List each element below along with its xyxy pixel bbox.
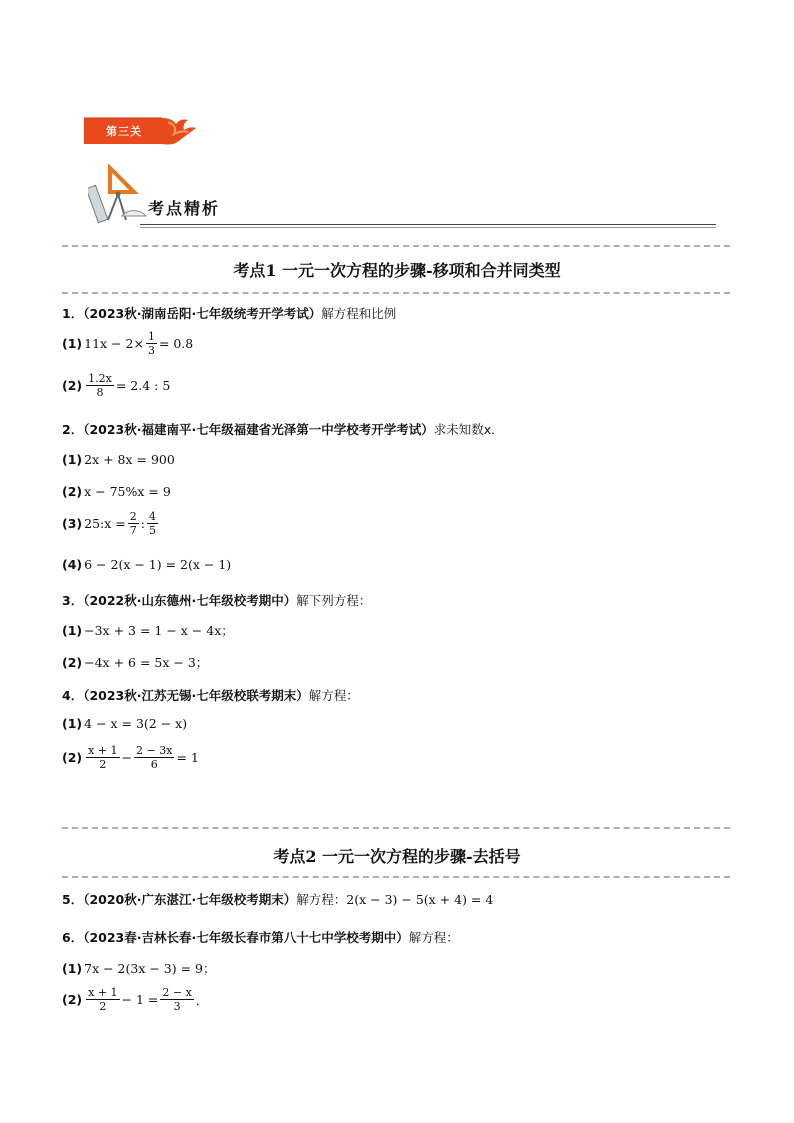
section-rule	[140, 224, 716, 225]
fraction	[86, 744, 119, 771]
equation-text: 7x − 2(3x − 3) = 9；	[84, 961, 216, 976]
equation-text: = 2.4 : 5	[115, 378, 171, 393]
ruler-compass-icon	[88, 164, 148, 224]
numerator: 1.2x	[88, 372, 112, 385]
equation-text: −4x + 6 = 5x − 3；	[84, 655, 209, 670]
denominator: 3	[147, 344, 155, 357]
equation-2-1	[62, 452, 175, 467]
equation-2-2	[62, 484, 171, 499]
question-2	[62, 420, 504, 438]
equation-text: 6 − 2(x − 1) = 2(x − 1)	[84, 557, 232, 572]
equation-6-1	[62, 959, 216, 977]
numerator: x + 1	[88, 744, 118, 757]
numerator: 1	[147, 330, 155, 343]
question-3	[62, 591, 371, 609]
fraction	[147, 510, 158, 537]
denominator: 3	[173, 1000, 181, 1013]
equation-1-1	[62, 330, 193, 357]
fraction	[128, 510, 139, 537]
denominator: 6	[150, 758, 158, 771]
numerator: x + 1	[88, 986, 118, 999]
equation-text: = 0.8	[158, 336, 194, 351]
equation-2-3	[62, 510, 160, 537]
question-source: （2023秋·福建南平·七年级福建省光泽第一中学校考开学考试）	[83, 422, 434, 437]
fraction	[146, 330, 157, 357]
equation-number: (3)	[62, 516, 83, 531]
equation-6-2	[62, 986, 208, 1013]
level-banner	[84, 116, 196, 146]
equation-text: 11x − 2×	[84, 336, 144, 351]
question-5	[62, 890, 493, 908]
denominator: 5	[148, 524, 156, 537]
question-source: （2023春·吉林长春·七年级长春市第八十七中学校考期中）	[83, 930, 409, 945]
section-rule-thin	[140, 227, 716, 228]
fraction	[160, 986, 193, 1013]
question-prompt: 解方程：	[408, 930, 459, 945]
question-number: 6．	[62, 930, 84, 945]
equation-text: = 1	[176, 750, 199, 765]
denominator: 7	[129, 524, 137, 537]
equation-number: (1)	[62, 452, 83, 467]
equation-number: (1)	[62, 622, 83, 638]
equation-text: −3x + 3 = 1 − x − 4x；	[84, 623, 234, 638]
numerator: 2	[129, 510, 137, 523]
fraction	[134, 744, 174, 771]
question-6	[62, 928, 459, 946]
equation-text: x − 75%x = 9	[84, 484, 171, 499]
question-source: （2023秋·湖南岳阳·七年级统考开学考试）	[83, 306, 322, 321]
question-number: 4．	[62, 688, 84, 703]
numerator: 2 − x	[162, 986, 192, 999]
question-prompt: 解下列方程：	[296, 593, 372, 608]
question-4	[62, 686, 359, 704]
denominator: 2	[99, 1000, 107, 1013]
question-prompt: 求未知数x．	[433, 422, 504, 437]
equation-text: −	[121, 750, 133, 765]
question-source: （2020秋·广东湛江·七年级校考期末）	[83, 892, 297, 907]
equation-number: (1)	[62, 336, 83, 351]
question-1	[62, 304, 396, 322]
dashed-divider	[62, 292, 730, 294]
fraction	[86, 372, 114, 399]
equation-text: − 1 =	[121, 992, 159, 1007]
equation-3-1	[62, 621, 234, 639]
equation-4-1	[62, 716, 187, 731]
question-prompt: 解方程和比例	[321, 306, 397, 321]
equation-text: 2x + 8x = 900	[84, 452, 175, 467]
equation-number: (2)	[62, 750, 83, 765]
question-number: 1．	[62, 306, 84, 321]
section-title: 考点精析	[148, 199, 221, 218]
question-source: （2022秋·山东德州·七年级校考期中）	[83, 593, 297, 608]
equation-4-2	[62, 744, 199, 771]
equation-text: 4 − x = 3(2 − x)	[84, 716, 188, 731]
numerator: 2 − 3x	[136, 744, 173, 757]
equation-text: :	[140, 516, 145, 531]
banner-label: 第三关	[106, 125, 142, 138]
question-prompt: 解方程：	[296, 892, 347, 907]
numerator: 4	[148, 510, 156, 523]
equation-number: (2)	[62, 654, 83, 670]
kp1-title: 考点1 一元一次方程的步骤-移项和合并同类型	[233, 261, 561, 280]
dashed-divider	[62, 876, 730, 878]
equation-1-2	[62, 372, 170, 399]
denominator: 2	[99, 758, 107, 771]
kp2-title: 考点2 一元一次方程的步骤-去括号	[273, 847, 521, 866]
equation-number: (2)	[62, 484, 83, 499]
question-prompt: 解方程：	[308, 688, 359, 703]
equation-text: 25:x =	[84, 516, 126, 531]
dashed-divider	[62, 245, 730, 247]
equation-number: (4)	[62, 557, 83, 572]
equation-text: ．	[195, 992, 209, 1008]
equation-3-2	[62, 653, 208, 671]
question-number: 3．	[62, 593, 84, 608]
question-number: 5．	[62, 892, 84, 907]
equation-number: (1)	[62, 716, 83, 731]
question-source: （2023秋·江苏无锡·七年级校联考期末）	[83, 688, 309, 703]
equation-2-4	[62, 557, 231, 572]
equation-text: 2(x − 3) − 5(x + 4) = 4	[346, 892, 494, 907]
equation-number: (2)	[62, 992, 83, 1007]
equation-number: (1)	[62, 960, 83, 976]
question-number: 2．	[62, 422, 84, 437]
equation-number: (2)	[62, 378, 83, 393]
fraction	[86, 986, 119, 1013]
dashed-divider	[62, 827, 730, 829]
denominator: 8	[96, 386, 104, 399]
